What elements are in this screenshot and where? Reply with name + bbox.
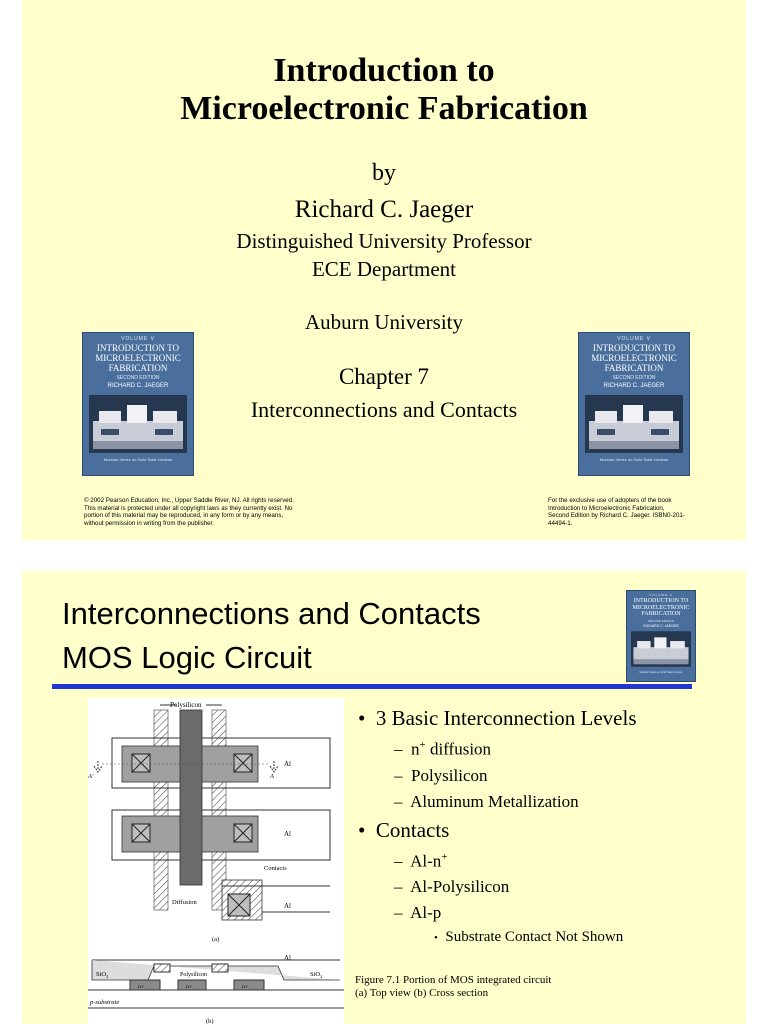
sub-text: diffusion — [425, 739, 492, 759]
cover-device-image — [631, 631, 691, 667]
copyright-left-line: portion of this material may be reproduced, in any form or by any means, — [84, 512, 284, 519]
copyright-right — [548, 497, 685, 527]
bullet-item — [358, 705, 637, 732]
copyright-left — [84, 497, 294, 527]
sub-bullet-item — [358, 900, 637, 926]
slide2-title-line-2: MOS Logic Circuit — [62, 640, 312, 675]
dash-mark: – — [394, 765, 403, 785]
sub-sub-text: Substrate Contact Not Shown — [445, 929, 624, 946]
label-a-prime: A' — [88, 773, 94, 780]
cover-author: RICHARD C. JAEGER — [107, 383, 169, 389]
label-a: A — [270, 773, 274, 780]
label-poly-cross: Polysilicon — [180, 972, 208, 978]
bullet-text: Contacts — [375, 817, 450, 842]
cover-title-1: INTRODUCTION TO — [633, 598, 689, 604]
cover-author: RICHARD C. JAEGER — [643, 624, 679, 628]
cover-series: Modular Series on Solid State Devices — [103, 457, 173, 462]
cover-title — [627, 598, 695, 618]
author-name: Richard C. Jaeger — [294, 196, 474, 223]
title-line-1: Introduction to — [273, 52, 495, 89]
title-slide — [22, 0, 746, 540]
label-diffusion: Diffusion — [172, 899, 197, 906]
label-polysilicon: Polysilicon — [170, 701, 202, 709]
cover-series: Modular Series on Solid State Devices — [639, 671, 683, 674]
dash-mark: – — [394, 791, 403, 811]
label-sio2-left: SiO$_2$ — [96, 971, 109, 979]
cover-title-3: FABRICATION — [604, 363, 664, 373]
sub-text: Polysilicon — [411, 765, 488, 785]
slide2-title-line-1: Interconnections and Contacts — [62, 596, 481, 631]
cover-author: RICHARD C. JAEGER — [603, 383, 665, 389]
caption-line-2: (a) Top view (b) Cross section — [355, 987, 489, 999]
copyright-left-line: This material is protected under all copyright laws as they currently exist. No — [84, 504, 293, 512]
title-line-2: Microelectronic Fabrication — [180, 90, 588, 127]
copyright-right-line: For the exclusive use of adopters of the book — [548, 497, 672, 504]
copyright-right-line: Introduction to Microelectronic Fabrication, — [548, 504, 665, 512]
sub-text: Al-Polysilicon — [410, 877, 510, 897]
label-contacts: Contacts — [264, 865, 287, 872]
slide-title — [22, 52, 746, 128]
bullet-mark: • — [358, 817, 366, 842]
author-university: Auburn University — [304, 310, 464, 334]
cover-title-2: MICROELECTRONIC — [591, 353, 677, 363]
cover-edition: SECOND EDITION — [116, 375, 160, 381]
cover-series: Modular Series on Solid State Devices — [599, 457, 669, 462]
cover-edition: SECOND EDITION — [648, 619, 674, 623]
dash-mark: – — [394, 903, 403, 923]
chapter-title: Interconnections and Contacts — [250, 397, 518, 422]
bullet-mark: • — [434, 932, 438, 945]
sub-text: Aluminum Metallization — [410, 791, 579, 811]
label-al-cross: Al — [284, 954, 291, 962]
author-department: ECE Department — [311, 257, 457, 281]
title-underline — [52, 684, 692, 689]
cover-title-3: FABRICATION — [108, 363, 168, 373]
bullet-item — [358, 817, 637, 844]
sub-bullet-item — [358, 789, 637, 815]
cover-volume: VOLUME V — [121, 336, 155, 342]
cover-title-2: MICROELECTRONIC — [95, 353, 181, 363]
label-al-2: Al — [284, 830, 291, 838]
sub-text: Al-p — [410, 903, 442, 923]
sub-sub-bullet-item — [358, 926, 637, 949]
label-b-view: (b) — [206, 1018, 214, 1024]
dash-mark: – — [394, 877, 403, 897]
caption-line-1: Figure 7.1 Portion of MOS integrated circuit — [355, 974, 552, 986]
sub-bullet-item — [358, 763, 637, 789]
mos-circuit-figure — [88, 698, 344, 1024]
cover-edition: SECOND EDITION — [612, 375, 656, 381]
sub-text: Al-n — [410, 851, 442, 871]
superscript: + — [419, 739, 426, 751]
author-position: Distinguished University Professor — [236, 229, 532, 253]
copyright-right-line: Second Edition by Richard C. Jaeger. ISBN0-201- — [548, 512, 685, 519]
figure-drawing — [88, 698, 344, 1024]
figure-caption — [355, 974, 551, 1000]
bullet-list — [358, 703, 637, 949]
book-cover-small — [626, 590, 696, 682]
cover-volume: VOLUME V — [617, 336, 651, 342]
chapter-number: Chapter 7 — [338, 364, 430, 389]
cover-volume: VOLUME V — [649, 593, 673, 597]
sub-bullet-item — [358, 844, 637, 875]
cover-title-2: MICROELECTRONIC — [632, 604, 690, 611]
label-a-view: (a) — [212, 936, 220, 943]
bullet-text: 3 Basic Interconnection Levels — [375, 706, 637, 730]
label-n-plus-2: n+ — [186, 984, 192, 990]
copyright-right-line: 44494-1. — [548, 519, 573, 527]
cover-title-3: FABRICATION — [641, 611, 681, 617]
superscript: + — [441, 850, 448, 863]
copyright-left-line: © 2002 Pearson Education, Inc., Upper Saddle River, NJ. All rights reserved. — [84, 497, 294, 504]
by-label: by — [372, 160, 396, 186]
bullet-mark: • — [358, 706, 366, 730]
dash-mark: – — [394, 739, 403, 759]
copyright-left-line: without permission in writing from the publisher. — [84, 519, 214, 527]
cover-title-1: INTRODUCTION TO — [97, 343, 179, 353]
label-al-1: Al — [284, 760, 291, 768]
label-substrate: p-substrate — [90, 999, 120, 1006]
top-view — [94, 705, 330, 920]
sub-bullet-item — [358, 874, 637, 900]
sub-text: n — [411, 739, 420, 759]
sub-bullet-item — [358, 732, 637, 763]
cover-title-1: INTRODUCTION TO — [593, 343, 675, 353]
label-n-plus-1: n+ — [138, 984, 144, 990]
label-sio2-right: SiO$_2$ — [310, 971, 323, 979]
label-n-plus-3: n+ — [242, 984, 248, 990]
label-al-3: Al — [284, 902, 291, 910]
cross-section — [88, 960, 344, 1008]
dash-mark: – — [394, 851, 403, 871]
